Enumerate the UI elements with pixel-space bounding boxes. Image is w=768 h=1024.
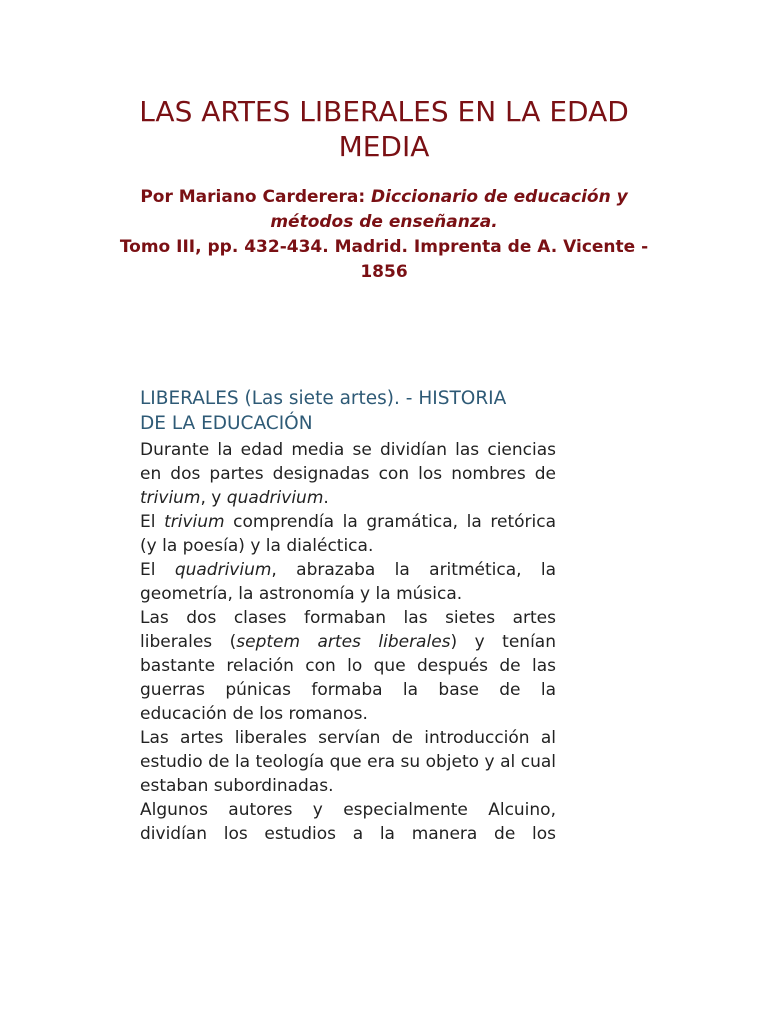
p2-text-c: comprendía la gramática, la retórica (y la poesía) y la dialéctica. xyxy=(140,512,557,556)
byline-publication-1: Tomo III, pp. 432-434. Madrid. Imprenta de A. Vicente - xyxy=(119,237,649,257)
byline-work-title-1: Diccionario de educación y xyxy=(371,187,628,207)
heading-part-2: HISTORIA xyxy=(418,388,507,409)
paragraph-2 xyxy=(140,510,556,558)
p2-term-trivium: trivium xyxy=(164,512,225,532)
heading-part-1: LIBERALES (Las siete artes) xyxy=(140,388,395,409)
heading-separator: . - xyxy=(394,388,419,409)
section-heading xyxy=(140,386,556,436)
byline-publication-2: 1856 xyxy=(360,262,408,282)
paragraph-6: Algunos autores y especialmente Alcuino, dividían los estudios a la manera de los xyxy=(140,800,556,844)
document-title xyxy=(84,94,684,164)
p1-text-a: Durante la edad media se dividían las ciencias en dos partes designadas con los nombres de xyxy=(140,440,556,484)
p4-text-c: ) y tenían bastante relación con lo que después de las guerras púnicas formaba la base de la educación de los romanos. xyxy=(140,632,556,724)
title-line-1: LAS ARTES LIBERALES EN LA EDAD xyxy=(139,95,629,128)
p1-text-e: . xyxy=(323,488,329,508)
p3-text-a: El xyxy=(140,560,175,580)
p3-text-c: , abrazaba la aritmética, la geometría, la astronomía y la música. xyxy=(140,560,556,604)
p4-term-septem: septem artes liberales xyxy=(236,632,451,652)
p2-text-a: El xyxy=(140,512,165,532)
p1-text-c: , y xyxy=(200,488,227,508)
byline xyxy=(64,185,704,285)
p3-term-quadrivium: quadrivium xyxy=(174,560,272,580)
paragraph-1 xyxy=(140,438,556,510)
heading-line-2: DE LA EDUCACIÓN xyxy=(140,413,313,434)
p1-term-trivium: trivium xyxy=(140,488,201,508)
p4-text-a: Las dos clases formaban las sietes artes liberales ( xyxy=(140,608,556,652)
article-section xyxy=(140,386,556,846)
paragraph-3 xyxy=(140,558,556,606)
byline-author: Por Mariano Carderera: xyxy=(140,187,366,207)
byline-work-title-2: métodos de enseñanza. xyxy=(270,212,498,232)
paragraph-4 xyxy=(140,606,556,726)
paragraph-5: Las artes liberales servían de introducción al estudio de la teología que era su objeto y al cual estaban subordinadas. xyxy=(140,728,556,796)
p1-term-quadrivium: quadrivium xyxy=(226,488,324,508)
title-line-2: MEDIA xyxy=(338,130,430,163)
